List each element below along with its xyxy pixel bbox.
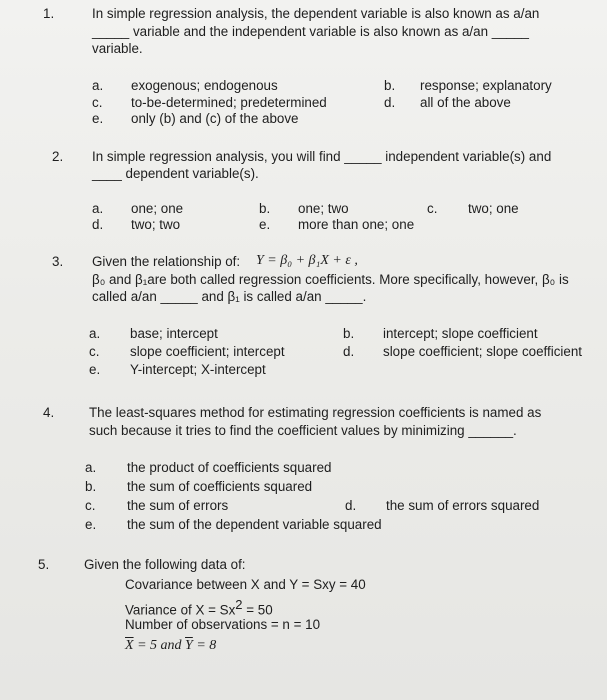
q3-stem-line1: Given the relationship of: — [92, 254, 241, 269]
q1-option-c-text: to-be-determined; predetermined — [131, 95, 327, 110]
q3-option-d-letter: d. — [343, 344, 355, 359]
q1-stem-line2: _____ variable and the independent variable is also known as a/an _____ — [92, 24, 530, 39]
q3-option-a-text: base; intercept — [130, 326, 218, 341]
q2-option-e-text: more than one; one — [298, 217, 415, 232]
q2-option-c-letter: c. — [427, 201, 438, 216]
q3-number: 3. — [52, 254, 64, 269]
q5-covariance: Covariance between X and Y = Sxy = 40 — [125, 577, 366, 592]
q1-option-d-text: all of the above — [420, 95, 511, 110]
q5-xbar: $\overline{X}$ — [125, 638, 134, 653]
q4-option-d-text: the sum of errors squared — [386, 498, 540, 513]
q1-number: 1. — [43, 6, 55, 21]
q4-option-a-letter: a. — [85, 460, 97, 475]
q3-option-d-text: slope coefficient; slope coefficient — [383, 344, 583, 359]
q4-option-b-text: the sum of coefficients squared — [127, 479, 313, 494]
q1-option-d-letter: d. — [384, 95, 396, 110]
q2-number: 2. — [52, 149, 64, 164]
q5-variance — [125, 597, 273, 618]
q3-option-b-text: intercept; slope coefficient — [383, 326, 538, 341]
q4-number: 4. — [43, 405, 55, 420]
q2-option-d-letter: d. — [92, 217, 104, 232]
q5-variance-prefix: Variance of X = Sx — [125, 602, 236, 618]
q4-option-a-text: the product of coefficients squared — [127, 460, 332, 475]
q1-stem-line3: variable. — [92, 41, 143, 56]
q4-option-c-text: the sum of errors — [127, 498, 229, 513]
q1-option-e-text: only (b) and (c) of the above — [131, 111, 299, 126]
q3-option-e-letter: e. — [89, 362, 101, 377]
q5-xbar-value: = 5 and — [133, 638, 186, 653]
q5-ybar: $\overline{Y}$ — [185, 638, 193, 653]
q4-option-b-letter: b. — [85, 479, 97, 494]
q4-stem-line1: The least-squares method for estimating regression coefficients is named as — [89, 405, 542, 420]
q2-option-d-text: two; two — [131, 217, 181, 232]
q3-stem-line3: called a/an _____ and β₁ is called a/an _____. — [92, 289, 367, 304]
q2-option-b-letter: b. — [259, 201, 271, 216]
q1-option-a-letter: a. — [92, 78, 104, 93]
q5-variance-suffix: = 50 — [242, 602, 273, 618]
q5-observations: Number of observations = n = 10 — [125, 617, 321, 632]
q5-variance-exponent: 2 — [235, 597, 243, 612]
q3-option-c-letter: c. — [89, 344, 100, 359]
q3-option-c-text: slope coefficient; intercept — [130, 344, 285, 359]
q1-option-b-letter: b. — [384, 78, 396, 93]
q2-option-e-letter: e. — [259, 217, 271, 232]
q4-option-e-text: the sum of the dependent variable squared — [127, 517, 382, 532]
q2-option-b-text: one; two — [298, 201, 349, 216]
q1-option-a-text: exogenous; endogenous — [131, 78, 278, 93]
q2-stem-line1: In simple regression analysis, you will find _____ independent variable(s) and — [92, 149, 552, 164]
q3-option-b-letter: b. — [343, 326, 355, 341]
q4-option-d-letter: d. — [345, 498, 357, 513]
q5-means — [125, 637, 216, 654]
q2-option-a-text: one; one — [131, 201, 184, 216]
q4-stem-line2: such because it tries to find the coefficient values by minimizing ______. — [89, 423, 517, 438]
q5-stem-line1: Given the following data of: — [84, 557, 246, 572]
q5-number: 5. — [38, 557, 50, 572]
q3-option-a-letter: a. — [89, 326, 101, 341]
q5-ybar-value: = 8 — [192, 638, 217, 653]
q2-option-c-text: two; one — [468, 201, 519, 216]
q2-stem-line2: ____ dependent variable(s). — [92, 166, 259, 181]
q3-equation: Y = β₀ + β₁X + ε , — [256, 253, 358, 268]
q1-option-c-letter: c. — [92, 95, 103, 110]
q3-option-e-text: Y-intercept; X-intercept — [130, 362, 266, 377]
q4-option-c-letter: c. — [85, 498, 96, 513]
q3-stem-line2: β₀ and β₁are both called regression coefficients. More specifically, however, β₀ is — [92, 272, 569, 287]
q1-option-e-letter: e. — [92, 111, 104, 126]
q1-stem-line1: In simple regression analysis, the dependent variable is also known as a/an — [92, 6, 540, 21]
q1-option-b-text: response; explanatory — [420, 78, 552, 93]
q4-option-e-letter: e. — [85, 517, 97, 532]
q2-option-a-letter: a. — [92, 201, 104, 216]
